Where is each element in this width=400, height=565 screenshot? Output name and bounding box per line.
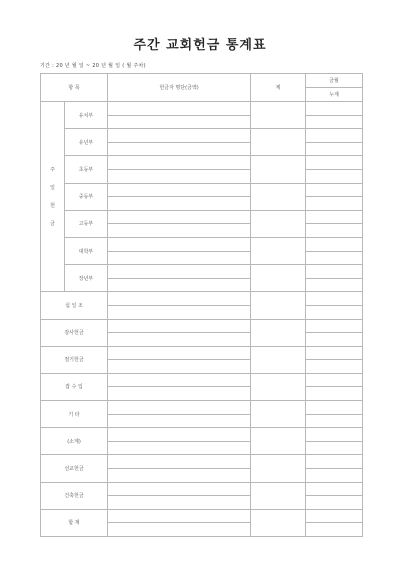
- total-cell[interactable]: [251, 482, 306, 509]
- item-label: 합 계: [41, 509, 108, 536]
- total-cell[interactable]: [251, 237, 306, 264]
- total-cell[interactable]: [251, 373, 306, 400]
- item-row: [41, 509, 363, 523]
- donor-cell[interactable]: [108, 441, 251, 455]
- cumulative-cell[interactable]: [306, 333, 363, 347]
- header-donor-list: 헌금자 명단(금액): [108, 74, 251, 102]
- department-row: [41, 156, 363, 170]
- total-cell[interactable]: [251, 292, 306, 319]
- month-cell[interactable]: [306, 292, 363, 306]
- item-row: [41, 346, 363, 360]
- department-row: [41, 102, 363, 116]
- donor-cell[interactable]: [108, 265, 251, 279]
- month-cell[interactable]: [306, 129, 363, 143]
- cumulative-cell[interactable]: [306, 496, 363, 510]
- donor-cell[interactable]: [108, 387, 251, 401]
- month-cell[interactable]: [306, 428, 363, 442]
- item-label: 절기헌금: [41, 346, 108, 373]
- donor-cell[interactable]: [108, 319, 251, 333]
- item-row: [41, 292, 363, 306]
- period-line: 기간 : 20 년 월 일 ~ 20 년 월 일 ( 월 주차): [40, 63, 146, 69]
- donor-cell[interactable]: [108, 333, 251, 347]
- department-row: [41, 210, 363, 224]
- item-row: [41, 401, 363, 415]
- item-label: 선교헌금: [41, 455, 108, 482]
- item-label: 건축헌금: [41, 482, 108, 509]
- item-label: 기 타: [41, 401, 108, 428]
- item-row: [41, 319, 363, 333]
- donor-cell[interactable]: [108, 183, 251, 197]
- cumulative-cell[interactable]: [306, 142, 363, 156]
- donor-cell[interactable]: [108, 482, 251, 496]
- donor-cell[interactable]: [108, 401, 251, 415]
- item-row: [41, 373, 363, 387]
- donor-cell[interactable]: [108, 509, 251, 523]
- cumulative-cell[interactable]: [306, 169, 363, 183]
- donor-cell[interactable]: [108, 224, 251, 238]
- item-row: [41, 455, 363, 469]
- total-cell[interactable]: [251, 428, 306, 455]
- offering-table: [40, 73, 363, 537]
- donor-cell[interactable]: [108, 414, 251, 428]
- cumulative-cell[interactable]: [306, 224, 363, 238]
- header-category: 항 목: [41, 74, 108, 102]
- group-label-char: 일: [50, 184, 55, 191]
- item-label: 잡 수 입: [41, 373, 108, 400]
- donor-cell[interactable]: [108, 156, 251, 170]
- total-cell[interactable]: [251, 129, 306, 156]
- department-row: [41, 265, 363, 279]
- donor-cell[interactable]: [108, 455, 251, 469]
- total-cell[interactable]: [251, 319, 306, 346]
- month-cell[interactable]: [306, 346, 363, 360]
- department-row: [41, 237, 363, 251]
- department-row: [41, 129, 363, 143]
- month-cell[interactable]: [306, 509, 363, 523]
- department-label: 유년부: [65, 129, 108, 156]
- donor-cell[interactable]: [108, 469, 251, 483]
- group-label-char: 금: [50, 220, 55, 227]
- item-row: [41, 428, 363, 442]
- item-label: (소계): [41, 428, 108, 455]
- department-label: 장년부: [65, 265, 108, 292]
- total-cell[interactable]: [251, 156, 306, 183]
- department-label: 초등부: [65, 156, 108, 183]
- donor-cell[interactable]: [108, 102, 251, 116]
- month-cell[interactable]: [306, 373, 363, 387]
- item-row: [41, 482, 363, 496]
- department-label: 대학부: [65, 237, 108, 264]
- total-cell[interactable]: [251, 509, 306, 536]
- month-cell[interactable]: [306, 482, 363, 496]
- cumulative-cell[interactable]: [306, 387, 363, 401]
- donor-cell[interactable]: [108, 169, 251, 183]
- donor-cell[interactable]: [108, 496, 251, 510]
- donor-cell[interactable]: [108, 142, 251, 156]
- cumulative-cell[interactable]: [306, 469, 363, 483]
- cumulative-cell[interactable]: [306, 523, 363, 537]
- total-cell[interactable]: [251, 401, 306, 428]
- total-cell[interactable]: [251, 210, 306, 237]
- month-cell[interactable]: [306, 210, 363, 224]
- month-cell[interactable]: [306, 237, 363, 251]
- cumulative-cell[interactable]: [306, 197, 363, 211]
- group-label-char: 헌: [50, 202, 55, 209]
- department-label: 중등부: [65, 183, 108, 210]
- donor-cell[interactable]: [108, 292, 251, 306]
- cumulative-cell[interactable]: [306, 360, 363, 374]
- donor-cell[interactable]: [108, 305, 251, 319]
- month-cell[interactable]: [306, 183, 363, 197]
- total-cell[interactable]: [251, 346, 306, 373]
- month-cell[interactable]: [306, 156, 363, 170]
- item-label: 감사헌금: [41, 319, 108, 346]
- donor-cell[interactable]: [108, 373, 251, 387]
- header-this-month: 금월: [306, 74, 363, 88]
- donor-cell[interactable]: [108, 115, 251, 129]
- item-label: 십 일 조: [41, 292, 108, 319]
- cumulative-cell[interactable]: [306, 441, 363, 455]
- form-title: 주간 교회헌금 통계표: [133, 38, 267, 53]
- donor-cell[interactable]: [108, 360, 251, 374]
- weekly-offering-group-label: [41, 102, 65, 292]
- donor-cell[interactable]: [108, 346, 251, 360]
- group-label-char: 주: [50, 166, 55, 173]
- donor-cell[interactable]: [108, 129, 251, 143]
- total-cell[interactable]: [251, 183, 306, 210]
- month-cell[interactable]: [306, 455, 363, 469]
- header-total: 계: [251, 74, 306, 102]
- department-label: 유치부: [65, 102, 108, 129]
- total-cell[interactable]: [251, 455, 306, 482]
- cumulative-cell[interactable]: [306, 414, 363, 428]
- cumulative-cell[interactable]: [306, 305, 363, 319]
- month-cell[interactable]: [306, 265, 363, 279]
- month-cell[interactable]: [306, 319, 363, 333]
- donor-cell[interactable]: [108, 210, 251, 224]
- department-row: [41, 183, 363, 197]
- donor-cell[interactable]: [108, 237, 251, 251]
- month-cell[interactable]: [306, 401, 363, 415]
- cumulative-cell[interactable]: [306, 115, 363, 129]
- donor-cell[interactable]: [108, 197, 251, 211]
- donor-cell[interactable]: [108, 428, 251, 442]
- cumulative-cell[interactable]: [306, 251, 363, 265]
- total-cell[interactable]: [251, 265, 306, 292]
- header-cumulative: 누계: [306, 88, 363, 102]
- donor-cell[interactable]: [108, 523, 251, 537]
- department-label: 고등부: [65, 210, 108, 237]
- total-cell[interactable]: [251, 102, 306, 129]
- cumulative-cell[interactable]: [306, 278, 363, 292]
- donor-cell[interactable]: [108, 251, 251, 265]
- month-cell[interactable]: [306, 102, 363, 116]
- donor-cell[interactable]: [108, 278, 251, 292]
